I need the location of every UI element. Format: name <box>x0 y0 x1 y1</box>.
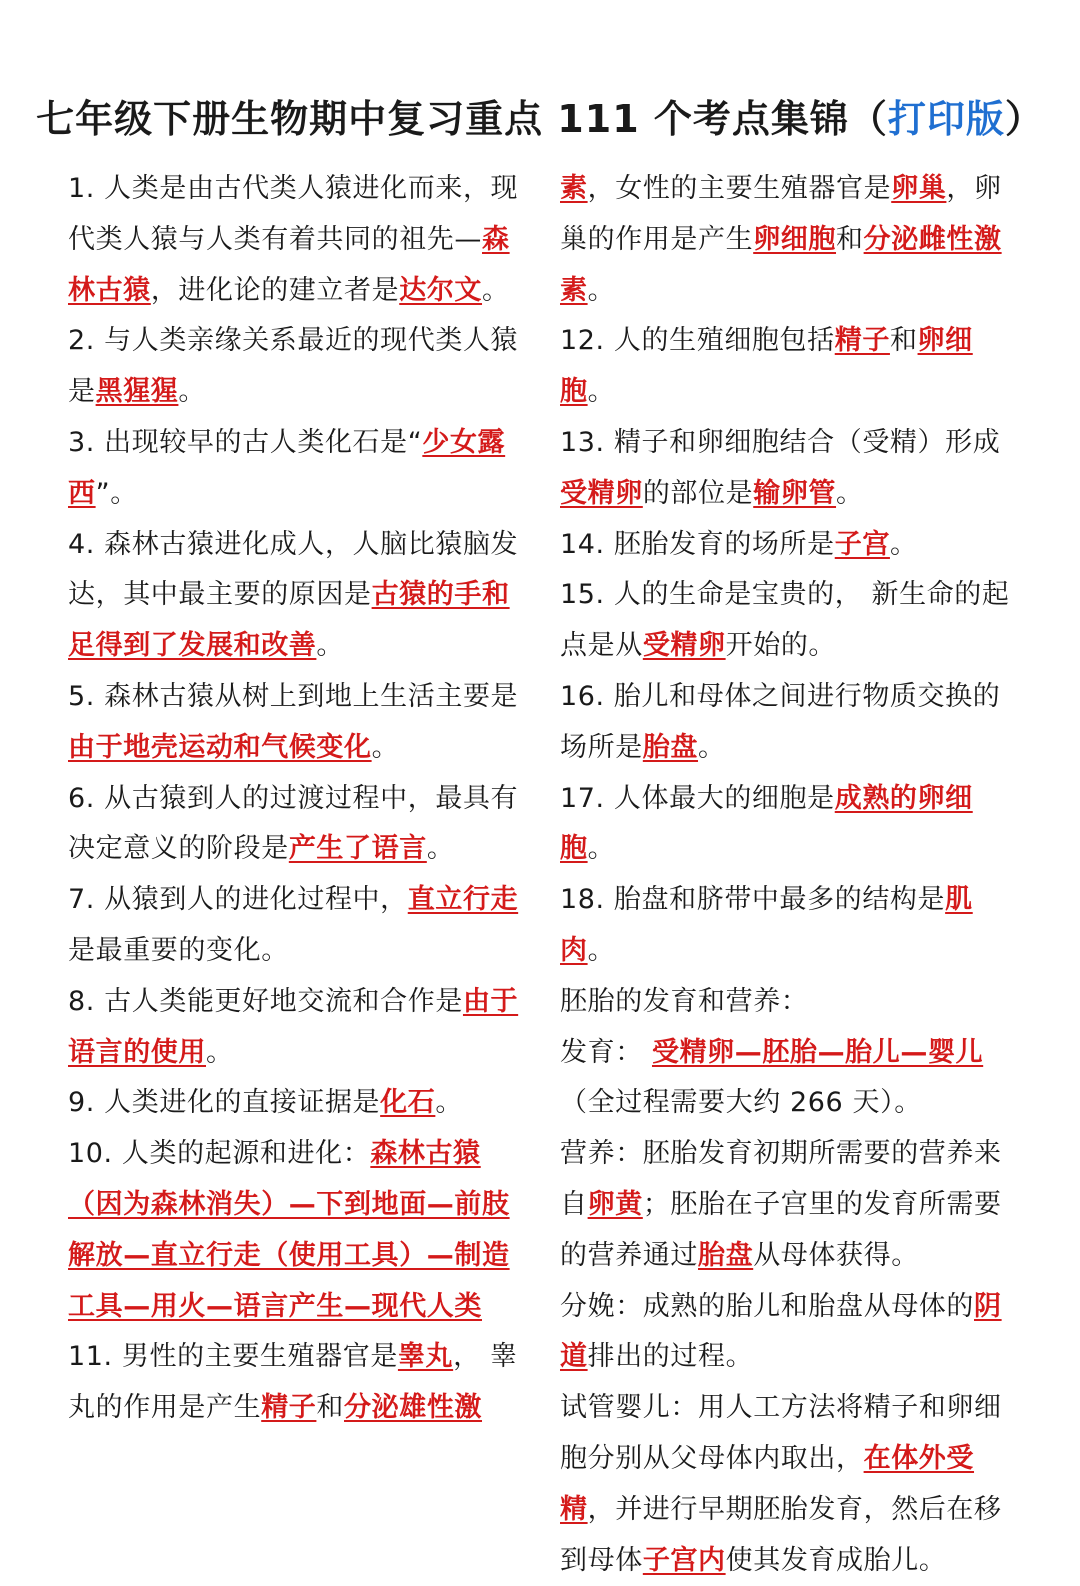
key-term: 森林古猿 <box>68 223 510 306</box>
key-term: 卵细胞 <box>560 325 973 408</box>
key-term: 古猿的手和足得到了发展和改善 <box>68 579 510 662</box>
point-12: 12. 人的生殖细胞包括精子和卵细胞。 <box>560 325 973 408</box>
key-term: 肌肉 <box>560 884 973 966</box>
section-heading: 胚胎的发育和营养： <box>560 985 809 1017</box>
key-term: 黑猩猩 <box>95 376 179 408</box>
key-term: 胎盘 <box>642 731 699 763</box>
development: 发育： 受精卵—胚胎—胎儿—婴儿（全过程需要大约 266 天）。 <box>560 1036 984 1119</box>
key-term: 受精卵 <box>560 477 643 509</box>
key-term: 达尔文 <box>399 274 483 306</box>
key-term: 受精卵—胚胎—胎儿—婴儿 <box>651 1036 984 1068</box>
key-term: 受精卵 <box>642 630 726 662</box>
key-term: 卵细胞 <box>753 223 837 255</box>
point-11: 11. 男性的主要生殖器官是睾丸， 睾丸的作用是产生精子和分泌雄性激 <box>68 1341 518 1424</box>
key-term: 由于语言的使用 <box>68 985 519 1068</box>
key-term: 睾丸 <box>397 1341 454 1373</box>
left-column <box>68 164 526 1434</box>
nutrition: 营养：胚胎发育初期所需要的营养来自卵黄；胚胎在子宫里的发育所需要的营养通过胎盘从母体获得。 <box>560 1138 1002 1271</box>
point-5: 5. 森林古猿从树上到地上生活主要是由于地壳运动和气候变化。 <box>68 680 519 763</box>
key-term: 卵黄 <box>587 1188 643 1220</box>
key-term: 输卵管 <box>753 477 837 509</box>
key-term: 分泌雄性激 <box>344 1392 483 1424</box>
key-term: 由于地壳运动和气候变化 <box>68 731 372 763</box>
key-term: 素 <box>560 173 588 204</box>
test-tube-baby: 试管婴儿：用人工方法将精子和卵细胞分别从父母体内取出，在体外受精，并进行早期胚胎发育，然后在移到母体子宫内使其发育成胎儿。 <box>560 1392 1002 1576</box>
title-main: 七年级下册生物期中复习重点 111 个考点集锦（ <box>36 97 888 141</box>
key-term: 化石 <box>380 1087 436 1119</box>
key-term: 子宫内 <box>642 1544 726 1576</box>
point-17: 17. 人体最大的细胞是成熟的卵细胞。 <box>560 782 973 865</box>
key-term: 成熟的卵细胞 <box>560 782 973 865</box>
point-3: 3. 出现较早的古人类化石是“少女露西”。 <box>68 426 506 509</box>
key-term: 在体外受精 <box>560 1442 975 1525</box>
point-2: 2. 与人类亲缘关系最近的现代类人猿是黑猩猩。 <box>68 325 519 408</box>
point-4: 4. 森林古猿进化成人，人脑比猿脑发达，其中最主要的原因是古猿的手和足得到了发展和改善。 <box>68 528 519 662</box>
title-highlight: 打印版 <box>887 97 1005 141</box>
point-9: 9. 人类进化的直接证据是化石。 <box>68 1087 463 1119</box>
point-14: 14. 胚胎发育的场所是子宫。 <box>560 528 918 560</box>
page-title <box>0 88 1080 143</box>
point-15: 15. 人的生命是宝贵的， 新生命的起点是从受精卵开始的。 <box>560 579 1010 662</box>
key-term: 精子 <box>834 325 890 357</box>
key-term: 分泌雌性激素 <box>560 223 1002 306</box>
key-term: 阴道 <box>560 1290 1002 1373</box>
key-term: 卵巢 <box>891 173 947 204</box>
right-column <box>560 164 1016 1586</box>
key-term: 产生了语言 <box>288 833 427 865</box>
point-16: 16. 胎儿和母体之间进行物质交换的场所是胎盘。 <box>560 680 1001 763</box>
point-8: 8. 古人类能更好地交流和合作是由于语言的使用。 <box>68 985 519 1068</box>
key-term: 森林古猿（因为森林消失）—下到地面—前肢解放—直立行走（使用工具）—制造工具—用火—语言产生—现代人类 <box>68 1138 510 1322</box>
key-term: 直立行走 <box>407 884 519 916</box>
point-18: 18. 胎盘和脐带中最多的结构是肌肉。 <box>560 884 973 966</box>
title-end: ） <box>1004 97 1044 141</box>
point-6: 6. 从古猿到人的过渡过程中，最具有决定意义的阶段是产生了语言。 <box>68 782 519 865</box>
point-11-continued: 素，女性的主要生殖器官是卵巢，卵巢的作用是产生卵细胞和分泌雌性激素。 <box>560 173 1002 306</box>
delivery: 分娩：成熟的胎儿和胎盘从母体的阴道排出的过程。 <box>560 1290 1002 1373</box>
point-10: 10. 人类的起源和进化：森林古猿（因为森林消失）—下到地面—前肢解放—直立行走（使用工具）—制造工具—用火—语言产生—现代人类 <box>68 1138 510 1322</box>
key-term: 胎盘 <box>698 1239 754 1271</box>
key-term: 少女露西 <box>68 426 506 509</box>
key-term: 精子 <box>261 1392 317 1424</box>
point-1: 1. 人类是由古代类人猿进化而来，现代类人猿与人类有着共同的祖先—森林古猿，进化论的建立者是达尔文。 <box>68 173 519 306</box>
point-13: 13. 精子和卵细胞结合（受精）形成受精卵的部位是输卵管。 <box>560 426 1001 509</box>
key-term: 子宫 <box>834 528 890 560</box>
point-7: 7. 从猿到人的进化过程中，直立行走是最重要的变化。 <box>68 884 519 966</box>
